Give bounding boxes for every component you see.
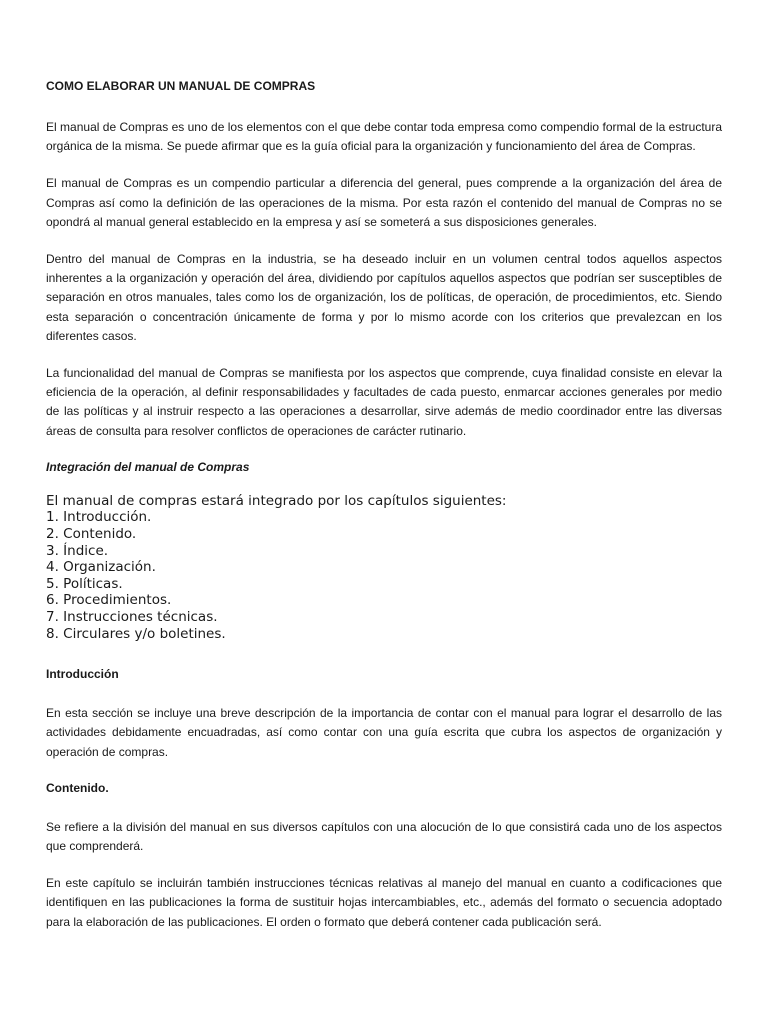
chapter-item: 1. Introducción. bbox=[46, 509, 152, 526]
intro-paragraph-2: El manual de Compras es un compendio particular a diferencia del general, pues comprende a la organización del área de Compras así como la definición de las operaciones de la misma. Por esta razón el contenido del manual de Compras no se opondrá al manual general establecido en la empresa y así se someterá a sus disposiciones generales. bbox=[46, 176, 722, 229]
chapter-item: 7. Instrucciones técnicas. bbox=[46, 609, 218, 625]
chapter-item: 2. Contenido. bbox=[46, 526, 137, 543]
chapters-list bbox=[46, 493, 722, 642]
contenido-heading: Contenido. bbox=[46, 780, 109, 795]
introduccion-paragraph: En esta sección se incluye una breve descripción de la importancia de contar con el manual para lograr el desarrollo de las actividades debidamente encuadradas, así como contar con una guía escrita que cubra los aspectos de organización y operación de compras. bbox=[46, 706, 722, 759]
chapter-item: 5. Políticas. bbox=[46, 575, 123, 592]
document-title: COMO ELABORAR UN MANUAL DE COMPRAS bbox=[46, 79, 316, 93]
chapter-item: 6. Procedimientos. bbox=[46, 592, 172, 609]
intro-paragraph-3: Dentro del manual de Compras en la industria, se ha deseado incluir en un volumen central todos aquellos aspectos inherentes a la organización y operación del área, dividiendo por capítulos aquellos aspectos que podrían ser susceptibles de separación en otros manuales, tales como los de organización, los de políticas, de operación, de procedimientos, etc. Siendo esta separación o concentración únicamente de forma y por lo mismo acorde con los criterios que prevalezcan en los diferentes casos. bbox=[46, 252, 722, 343]
intro-paragraph-4: La funcionalidad del manual de Compras se manifiesta por los aspectos que comprende, cuya finalidad consiste en elevar la eficiencia de la operación, al definir responsabilidades y facultades de cada puesto, enmarcar acciones generales por medio de las políticas y al instruir respecto a las operaciones a desarrollar, sirve además de medio coordinador entre las diversas áreas de consulta para resolver conflictos de operaciones de carácter rutinario. bbox=[46, 366, 722, 438]
chapters-lead: El manual de compras estará integrado por los capítulos siguientes: bbox=[46, 492, 507, 509]
chapter-item: 4. Organización. bbox=[46, 559, 156, 576]
contenido-paragraph-2: En este capítulo se incluirán también instrucciones técnicas relativas al manejo del manual en cuanto a codificaciones que identifiquen en las publicaciones la forma de sustituir hojas intercambiables, etc., además del formato o secuencia adoptado para la elaboración de las publicaciones. El orden o formato que deberá contener cada publicación será. bbox=[46, 876, 722, 929]
integration-heading: Integración del manual de Compras bbox=[46, 459, 250, 474]
contenido-paragraph-1: Se refiere a la división del manual en sus diversos capítulos con una alocución de lo que consistirá cada uno de los aspectos que comprenderá. bbox=[46, 819, 722, 853]
chapter-item: 3. Índice. bbox=[46, 542, 109, 559]
intro-paragraph-1: El manual de Compras es uno de los elementos con el que debe contar toda empresa como compendio formal de la estructura orgánica de la misma. Se puede afirmar que es la guía oficial para la organización y funcionamiento del área de Compras. bbox=[46, 120, 722, 154]
introduccion-heading: Introducción bbox=[46, 667, 119, 682]
chapter-item: 8. Circulares y/o boletines. bbox=[46, 625, 226, 642]
